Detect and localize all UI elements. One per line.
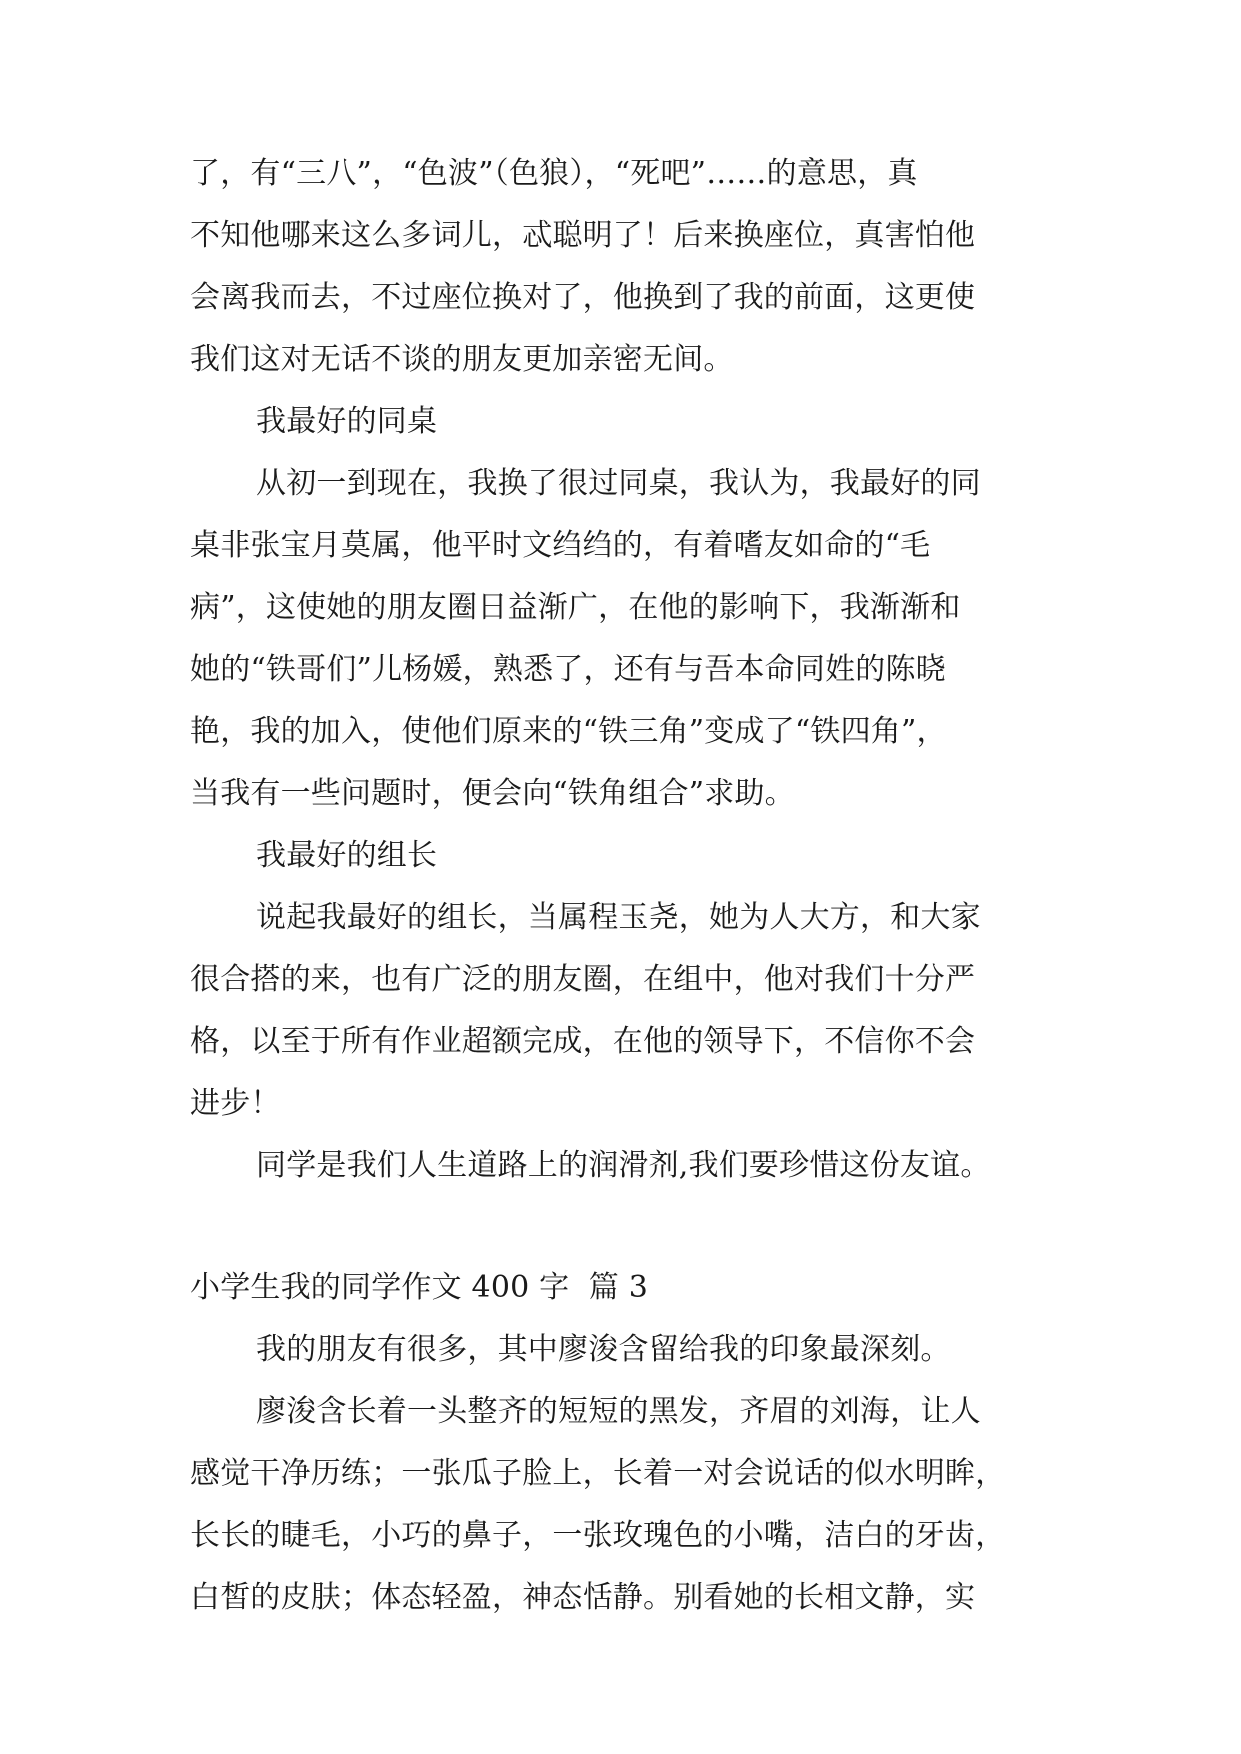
text-line: 感觉干净历练；一张瓜子脸上，长着一对会说话的似水明眸， xyxy=(190,1456,1006,1491)
text-line: 白皙的皮肤；体态轻盈，神态恬静。别看她的长相文静，实 xyxy=(190,1580,976,1615)
text-line: 长长的睫毛，小巧的鼻子，一张玫瑰色的小嘴，洁白的牙齿， xyxy=(190,1518,1006,1553)
text-line: 了，有“三八”，“色波”（色狼），“死吧”……的意思，真 xyxy=(190,156,918,191)
document-body xyxy=(190,158,1070,1644)
text-line: 格，以至于所有作业超额完成，在他的领导下，不信你不会 xyxy=(190,1024,976,1059)
section-heading: 我最好的同桌 xyxy=(256,404,438,439)
article-title: 小学生我的同学作文 400 字 篇 3 xyxy=(190,1270,649,1305)
section-heading: 我最好的组长 xyxy=(256,838,438,873)
text-line: 她的“铁哥们”儿杨媛，熟悉了，还有与吾本命同姓的陈晓 xyxy=(190,652,946,687)
text-line: 很合搭的来，也有广泛的朋友圈，在组中，他对我们十分严 xyxy=(190,962,976,997)
text-line: 会离我而去，不过座位换对了，他换到了我的前面，这更使 xyxy=(190,280,976,315)
text-line: 从初一到现在，我换了很过同桌，我认为，我最好的同 xyxy=(256,466,981,501)
text-line: 进步！ xyxy=(190,1086,281,1121)
text-line: 当我有一些问题时，便会向“铁角组合”求助。 xyxy=(190,776,795,811)
text-line: 我的朋友有很多，其中廖浚含留给我的印象最深刻。 xyxy=(256,1332,951,1367)
text-line: 桌非张宝月莫属，他平时文绉绉的，有着嗜友如命的“毛 xyxy=(190,528,931,563)
text-line: 说起我最好的组长，当属程玉尧，她为人大方，和大家 xyxy=(256,900,981,935)
text-line: 同学是我们人生道路上的润滑剂,我们要珍惜这份友谊。 xyxy=(256,1148,991,1183)
text-line: 病”，这使她的朋友圈日益渐广，在他的影响下，我渐渐和 xyxy=(190,590,961,625)
text-line: 廖浚含长着一头整齐的短短的黑发，齐眉的刘海，让人 xyxy=(256,1394,981,1429)
text-line: 艳，我的加入，使他们原来的“铁三角”变成了“铁四角”， xyxy=(190,714,947,749)
text-line: 我们这对无话不谈的朋友更加亲密无间。 xyxy=(190,342,734,377)
text-line: 不知他哪来这么多词儿，忒聪明了！后来换座位，真害怕他 xyxy=(190,218,976,253)
